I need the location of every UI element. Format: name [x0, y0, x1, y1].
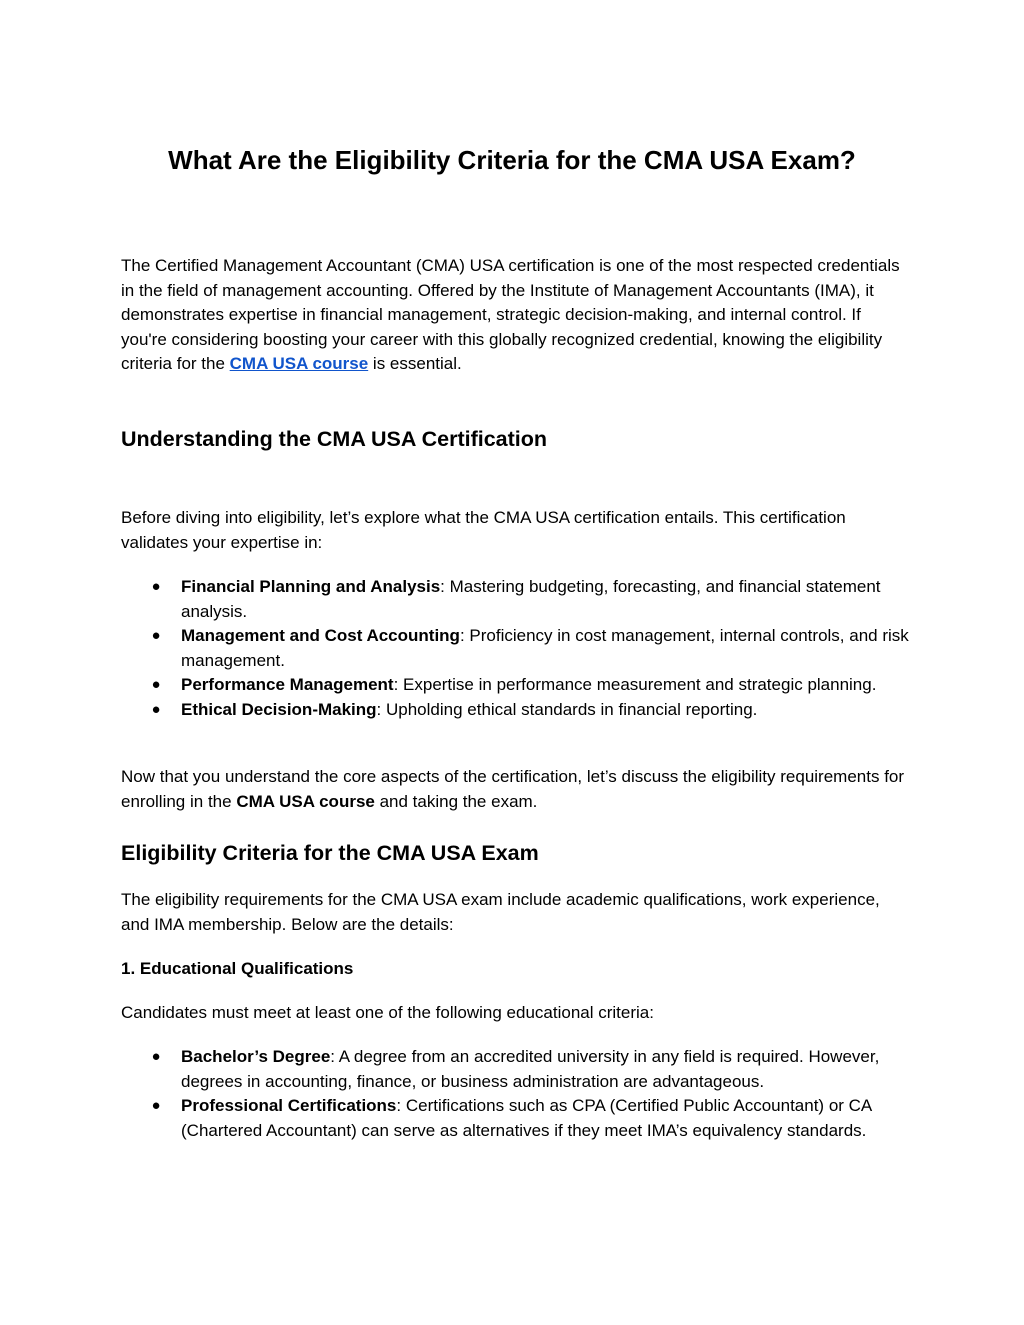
- item-text: : A degree from an accredited university in any field is required. However, degrees in accounting, finance, or business administration are advantageous.: [181, 1047, 880, 1091]
- item-label: Performance Management: [181, 675, 394, 694]
- section1-closing-paragraph: [121, 765, 911, 814]
- item-text: : Proficiency in cost management, internal controls, and risk management.: [181, 626, 909, 670]
- bullet-icon: ●: [151, 700, 161, 718]
- item-label: Professional Certifications: [181, 1096, 397, 1115]
- item-label: Ethical Decision-Making: [181, 699, 377, 719]
- bullet-icon: ●: [151, 1048, 161, 1065]
- list-item: [121, 1045, 911, 1094]
- list-item: [121, 1094, 911, 1143]
- section-heading-eligibility: Eligibility Criteria for the CMA USA Exam: [121, 841, 539, 865]
- closing-bold-text: CMA USA course: [236, 791, 375, 811]
- section2-paragraph: The eligibility requirements for the CMA USA exam include academic qualifications, work experience, and IMA membership. Below are the details:: [121, 890, 880, 934]
- item-label: Management and Cost Accounting: [181, 626, 460, 645]
- bullet-icon: ●: [151, 1097, 161, 1114]
- educational-criteria-paragraph: Candidates must meet at least one of the following educational criteria:: [121, 1003, 654, 1022]
- list-item: [121, 673, 911, 698]
- item-label: Financial Planning and Analysis: [181, 577, 441, 596]
- bullet-icon: ●: [151, 676, 161, 693]
- list-item: [121, 698, 911, 723]
- closing-text-end: and taking the exam.: [374, 791, 538, 811]
- educational-criteria-list: [121, 1045, 911, 1143]
- item-text: : Upholding ethical standards in financial reporting.: [376, 699, 758, 719]
- page-title: What Are the Eligibility Criteria for the CMA USA Exam?: [168, 145, 856, 175]
- closing-text: Now that you understand the core aspects of the certification, let’s discuss the eligibility requirements for enrolling in the: [121, 767, 905, 811]
- intro-text-end: is essential.: [368, 354, 462, 373]
- item-text: : Certifications such as CPA (Certified Public Accountant) or CA (Chartered Accountant) can serve as alternatives if they meet IMA’s equivalency standards.: [181, 1096, 872, 1140]
- intro-paragraph: [121, 254, 911, 377]
- list-item: [121, 575, 911, 624]
- item-label: Bachelor’s Degree: [181, 1047, 331, 1066]
- section1-paragraph: Before diving into eligibility, let’s explore what the CMA USA certification entails. This certification validates your expertise in:: [121, 508, 846, 552]
- item-text: : Expertise in performance measurement and strategic planning.: [393, 675, 877, 694]
- bullet-icon: ●: [151, 627, 161, 644]
- list-item: [121, 624, 911, 673]
- certification-topics-list: [121, 575, 911, 722]
- cma-usa-course-link[interactable]: CMA USA course: [229, 354, 369, 373]
- section-heading-understanding: Understanding the CMA USA Certification: [121, 427, 548, 451]
- intro-text: The Certified Management Accountant (CMA) USA certification is one of the most respected credentials in the field of management accounting. Offered by the Institute of Management Accountants (IMA), it demonstrates expertise in financial management, strategic decision-making, and internal control. If you're considering boosting your career with this globally recognized credential, knowing the eligibility criteria for the: [121, 256, 900, 373]
- item-text: : Mastering budgeting, forecasting, and financial statement analysis.: [181, 577, 881, 621]
- subheading-educational-qualifications: 1. Educational Qualifications: [121, 959, 354, 978]
- bullet-icon: ●: [151, 578, 161, 595]
